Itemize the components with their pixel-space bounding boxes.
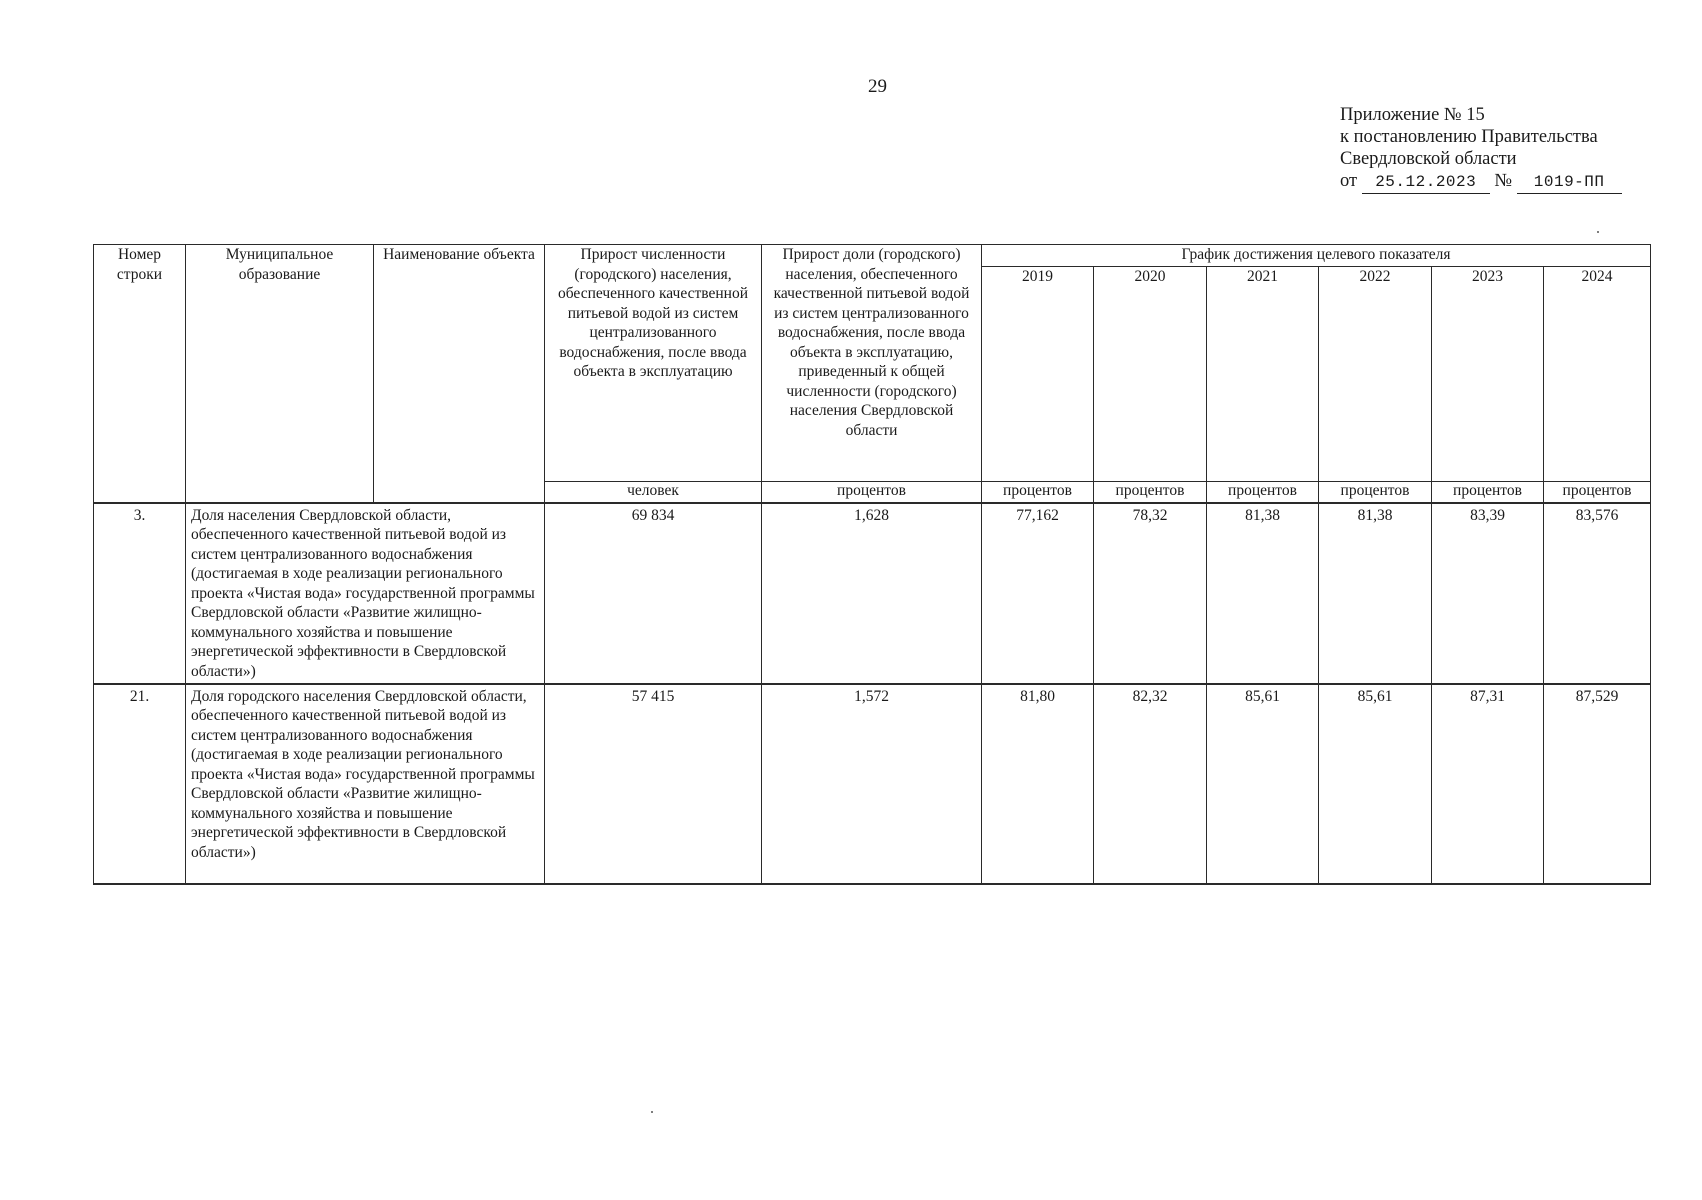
- unit-2024: процентов: [1544, 482, 1651, 503]
- header-municipality: Муниципальное образование: [186, 245, 374, 482]
- appendix-title: Приложение № 15: [1340, 105, 1485, 125]
- value-2024: 87,529: [1544, 684, 1651, 884]
- appendix-resolution: к постановлению Правительства: [1340, 127, 1598, 147]
- header-year-2024: 2024: [1544, 267, 1651, 482]
- indicator-name: Доля городского населения Свердловской области, обеспеченного качественной питьевой водой из систем централизованного водоснабжения (достигаемая в ходе реализации регионального проекта «Чистая вода» государственной программы Свердловской области «Развитие жилищно-коммунального хозяйства и повышение энергетической эффективности в Свердловской области»): [186, 684, 545, 884]
- page-number: 29: [868, 76, 887, 97]
- unit-share: процентов: [762, 482, 982, 503]
- resolution-date: 25.12.2023: [1362, 171, 1490, 194]
- population-increase-value: 69 834: [545, 503, 762, 684]
- row-number: 3.: [94, 503, 186, 684]
- header-year-2019: 2019: [982, 267, 1094, 482]
- table-row: [94, 684, 1651, 884]
- value-2021: 81,38: [1207, 503, 1319, 684]
- value-2023: 87,31: [1432, 684, 1544, 884]
- header-year-2020: 2020: [1094, 267, 1207, 482]
- value-2019: 77,162: [982, 503, 1094, 684]
- value-2023: 83,39: [1432, 503, 1544, 684]
- appendix-header: [1340, 104, 1680, 194]
- header-row: [94, 245, 1651, 267]
- share-increase-value: 1,628: [762, 503, 982, 684]
- header-schedule: График достижения целевого показателя: [982, 245, 1651, 267]
- row-number: 21.: [94, 684, 186, 884]
- unit-2022: процентов: [1319, 482, 1432, 503]
- appendix-region: Свердловской области: [1340, 149, 1517, 169]
- value-2022: 81,38: [1319, 503, 1432, 684]
- header-year-2023: 2023: [1432, 267, 1544, 482]
- value-2020: 78,32: [1094, 503, 1207, 684]
- indicator-name: Доля населения Свердловской области, обеспеченного качественной питьевой водой из систем централизованного водоснабжения (достигаемая в ходе реализации регионального проекта «Чистая вода» государственной программы Свердловской области «Развитие жилищно-коммунального хозяйства и повышение энергетической эффективности в Свердловской области»): [186, 503, 545, 684]
- unit-2019: процентов: [982, 482, 1094, 503]
- unit-2021: процентов: [1207, 482, 1319, 503]
- header-share-increase: Прирост доли (городского) населения, обеспеченного качественной питьевой водой из систем централизованного водоснабжения, после ввода объекта в эксплуатацию, приведенный к общей численности (городского) населения Свердловской области: [762, 245, 982, 482]
- value-2020: 82,32: [1094, 684, 1207, 884]
- value-2019: 81,80: [982, 684, 1094, 884]
- table-row: [94, 503, 1651, 684]
- value-2021: 85,61: [1207, 684, 1319, 884]
- value-2024: 83,576: [1544, 503, 1651, 684]
- header-year-2022: 2022: [1319, 267, 1432, 482]
- unit-2020: процентов: [1094, 482, 1207, 503]
- scan-speck: [651, 1111, 653, 1113]
- unit-population: человек: [545, 482, 762, 503]
- population-increase-value: 57 415: [545, 684, 762, 884]
- unit-2023: процентов: [1432, 482, 1544, 503]
- number-prefix: №: [1494, 171, 1512, 191]
- header-year-2021: 2021: [1207, 267, 1319, 482]
- target-indicator-table: [93, 244, 1651, 885]
- header-population-increase: Прирост численности (городского) населения, обеспеченного качественной питьевой водой из систем централизованного водоснабжения, после ввода объекта в эксплуатацию: [545, 245, 762, 482]
- date-prefix: от: [1340, 171, 1358, 191]
- value-2022: 85,61: [1319, 684, 1432, 884]
- scan-speck: [1597, 231, 1599, 233]
- header-object-name: Наименование объекта: [374, 245, 545, 482]
- share-increase-value: 1,572: [762, 684, 982, 884]
- resolution-number: 1019-ПП: [1517, 171, 1622, 194]
- units-row: [94, 482, 1651, 503]
- appendix-date-line: [1340, 170, 1680, 194]
- header-row-number: Номер строки: [94, 245, 186, 482]
